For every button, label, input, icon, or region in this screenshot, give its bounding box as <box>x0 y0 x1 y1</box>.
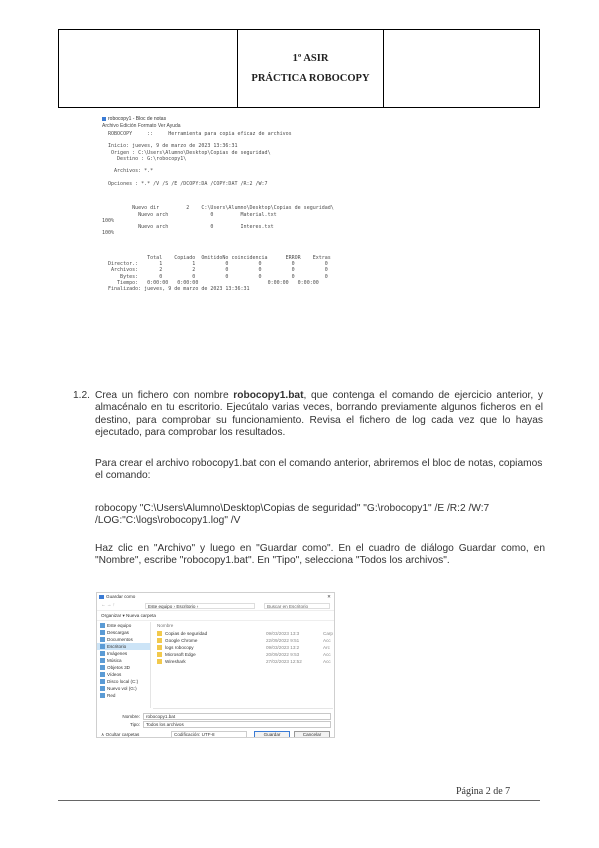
sidebar-item[interactable]: Disco local (C:) <box>97 678 150 685</box>
exercise-filename: robocopy1.bat <box>233 390 304 401</box>
search-input[interactable]: Buscar en Escritorio <box>264 603 330 609</box>
column-header-name[interactable]: Nombre <box>157 623 174 628</box>
page-number: Página 2 de 7 <box>456 786 511 797</box>
dialog-footer <box>97 731 335 738</box>
address-bar <box>97 601 334 611</box>
save-form <box>97 713 335 729</box>
sidebar-item[interactable]: Red <box>97 692 150 699</box>
sidebar-item[interactable]: Vídeos <box>97 671 150 678</box>
filename-input[interactable]: robocopy1.bat <box>143 713 331 720</box>
file-name: Wireshark <box>165 659 186 664</box>
name-label: Nombre: <box>122 714 140 719</box>
file-type: Arc <box>323 645 330 650</box>
file-type: Acc <box>323 652 331 657</box>
nav-pane <box>97 622 151 708</box>
sidebar-item[interactable]: Imágenes <box>97 650 150 657</box>
list-item[interactable] <box>153 644 333 651</box>
file-name: Microsoft Edge <box>165 652 196 657</box>
notepad-screenshot <box>102 116 354 368</box>
file-type: Carp <box>323 631 333 636</box>
paragraph-intro: Para crear el archivo robocopy1.bat con el comando anterior, abriremos el bloc de notas, copiamos el comando: <box>95 458 543 482</box>
list-item[interactable] <box>153 651 333 658</box>
type-label: Tipo: <box>129 722 140 727</box>
sidebar-item[interactable]: Música <box>97 657 150 664</box>
document-title: PRÁCTICA ROBOCOPY <box>251 72 370 84</box>
notepad-title: robocopy1 - Bloc de notas <box>102 116 354 123</box>
exercise-number: 1.2. <box>73 390 90 401</box>
file-date: 22/09/2022 9:51 <box>266 638 300 643</box>
encoding-select[interactable]: Codificación: UTF-8 <box>171 731 247 738</box>
nav-arrows-icon[interactable]: ← → ↑ <box>101 602 116 607</box>
paragraph-instructions: Haz clic en "Archivo" y luego en "Guardar como". En el cuadro de diálogo Guardar como, en "Nombre", escribe "robocopy1.bat". En "Tipo", selecciona "Todos los archivos". <box>95 543 545 567</box>
header-cell-center <box>238 30 384 108</box>
list-item[interactable] <box>153 658 333 665</box>
file-type: Acc <box>323 659 331 664</box>
sidebar-item[interactable]: Nuevo vol (G:) <box>97 685 150 692</box>
footer-divider <box>58 800 540 801</box>
robocopy-output: ROBOCOPY :: Herramienta para copia eficaz de archivos Inicio: jueves, 9 de marzo de 2023 13:36:31 Origen : C:\Users\Alumno\Desktop\Copias de seguridad\ Destino : G:\robocopy1\ Archivos: *.* Opciones : *.* /V /S /E /DCOPY:DA /COPY:DAT /R:2 /W:7 Nuevo dir 2 C:\Users\Alumno\Desktop\Copias de seguridad\ Nuevo arch 0 Material.txt 100% Nuevo arch 0 Interes.txt 100% Total Copiado OmitidoNo coincidencia ERROR Extras Director.: 1 1 0 0 0 0 Archivos: 2 2 0 0 0 0 Bytes: 0 0 0 0 0 0 Tiempo: 0:00:00 0:00:00 0:00:00 0:00:00 Finalizado: jueves, 9 de marzo de 2023 13:36:31 <box>102 131 334 293</box>
file-date: 20/09/2022 9:53 <box>266 652 300 657</box>
save-button[interactable]: Guardar <box>254 731 290 738</box>
dialog-title: Guardar como <box>106 594 136 599</box>
dialog-toolbar[interactable]: Organizar ▾ Nueva carpeta <box>97 611 334 621</box>
header-cell-left <box>59 30 238 108</box>
file-date: 09/03/2023 13:3 <box>266 631 300 636</box>
header-cell-right <box>384 30 540 108</box>
sidebar-item-selected[interactable]: Escritorio <box>97 643 150 650</box>
sidebar-item[interactable]: Documentos <box>97 636 150 643</box>
sidebar-item[interactable]: Objetos 3D <box>97 664 150 671</box>
cancel-button[interactable]: Cancelar <box>294 731 330 738</box>
file-name: Copias de seguridad <box>165 631 208 636</box>
path-field[interactable]: Este equipo › Escritorio › <box>145 603 255 609</box>
list-item[interactable] <box>153 630 333 637</box>
dialog-titlebar <box>97 593 334 601</box>
notepad-icon <box>99 595 104 599</box>
exercise-text-b: , que contenga el comando de ejercicio anterior, y almacénalo en tu escritorio. Ejecútalo varias veces, borrando previamente algunos ficheros en el destino, para comprobar su funcionamiento. Revisa el fichero de log cada vez que lo hayas ejecutado, para comprobar los resultados. <box>95 390 543 439</box>
header-table <box>58 29 540 108</box>
file-name: Google Chrome <box>165 638 198 643</box>
file-name: logs robocopy <box>165 645 194 650</box>
course-label: 1º ASIR <box>292 52 329 64</box>
file-date: 09/03/2023 13:2 <box>266 645 300 650</box>
paragraph-command: robocopy "C:\Users\Alumno\Desktop\Copias de seguridad" "G:\robocopy1" /E /R:2 /W:7 /LOG:"C:\logs\robocopy1.log" /V <box>95 503 490 527</box>
hide-folders-toggle[interactable]: ∧ Ocultar carpetas <box>101 732 140 737</box>
sidebar-item[interactable]: Este equipo <box>97 622 150 629</box>
exercise-text <box>95 390 543 440</box>
sidebar-item[interactable]: Descargas <box>97 629 150 636</box>
save-as-dialog-screenshot <box>96 592 335 738</box>
file-type: Acc <box>323 638 331 643</box>
close-icon[interactable]: ✕ <box>327 594 331 599</box>
filetype-select[interactable]: Todos los archivos <box>143 721 331 728</box>
exercise-text-a: Crea un fichero con nombre <box>95 390 234 401</box>
list-item[interactable] <box>153 637 333 644</box>
notepad-menu: Archivo Edición Formato Ver Ayuda <box>102 123 181 129</box>
file-date: 27/02/2023 12:52 <box>266 659 302 664</box>
file-list <box>153 622 333 708</box>
